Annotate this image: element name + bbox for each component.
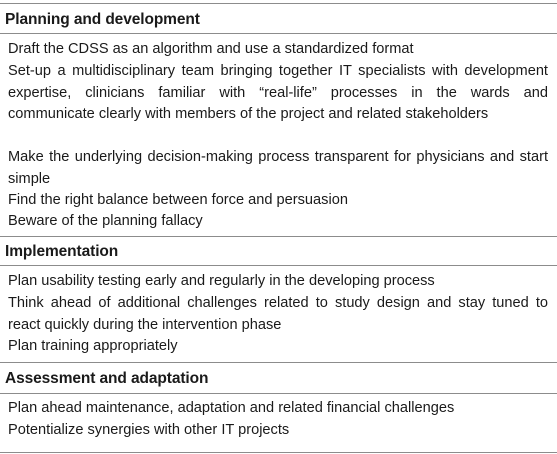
table-bottom-rule [0,452,557,453]
list-item: Plan ahead maintenance, adaptation and related financial challenges [8,400,455,416]
list-item: Make the underlying decision-making process transparent for physicians and start simple [8,149,548,187]
list-item: Potentialize synergies with other IT projects [8,422,290,438]
list-item: Plan usability testing early and regularly in the developing process [8,273,435,289]
section-divider [0,33,557,34]
list-item: Find the right balance between force and persuasion [8,192,348,208]
table-top-rule [0,3,557,4]
section-header-assessment: Assessment and adaptation [5,370,209,387]
list-item: Plan training appropriately [8,338,178,354]
section-header-implementation: Implementation [5,243,119,260]
section-divider [0,362,557,363]
section-divider [0,393,557,394]
section-header-planning: Planning and development [5,11,200,28]
list-item: Set-up a multidisciplinary team bringing together IT specialists with development expertise, clinicians familiar with “real-life” processes in the wards and communicate clearly with members of the project and related stakeholders [8,63,548,123]
list-item: Think ahead of additional challenges related to study design and stay tuned to react quickly during the intervention phase [8,295,548,333]
section-divider [0,265,557,266]
list-item: Beware of the planning fallacy [8,213,203,229]
section-divider [0,236,557,237]
list-item: Draft the CDSS as an algorithm and use a standardized format [8,41,414,57]
